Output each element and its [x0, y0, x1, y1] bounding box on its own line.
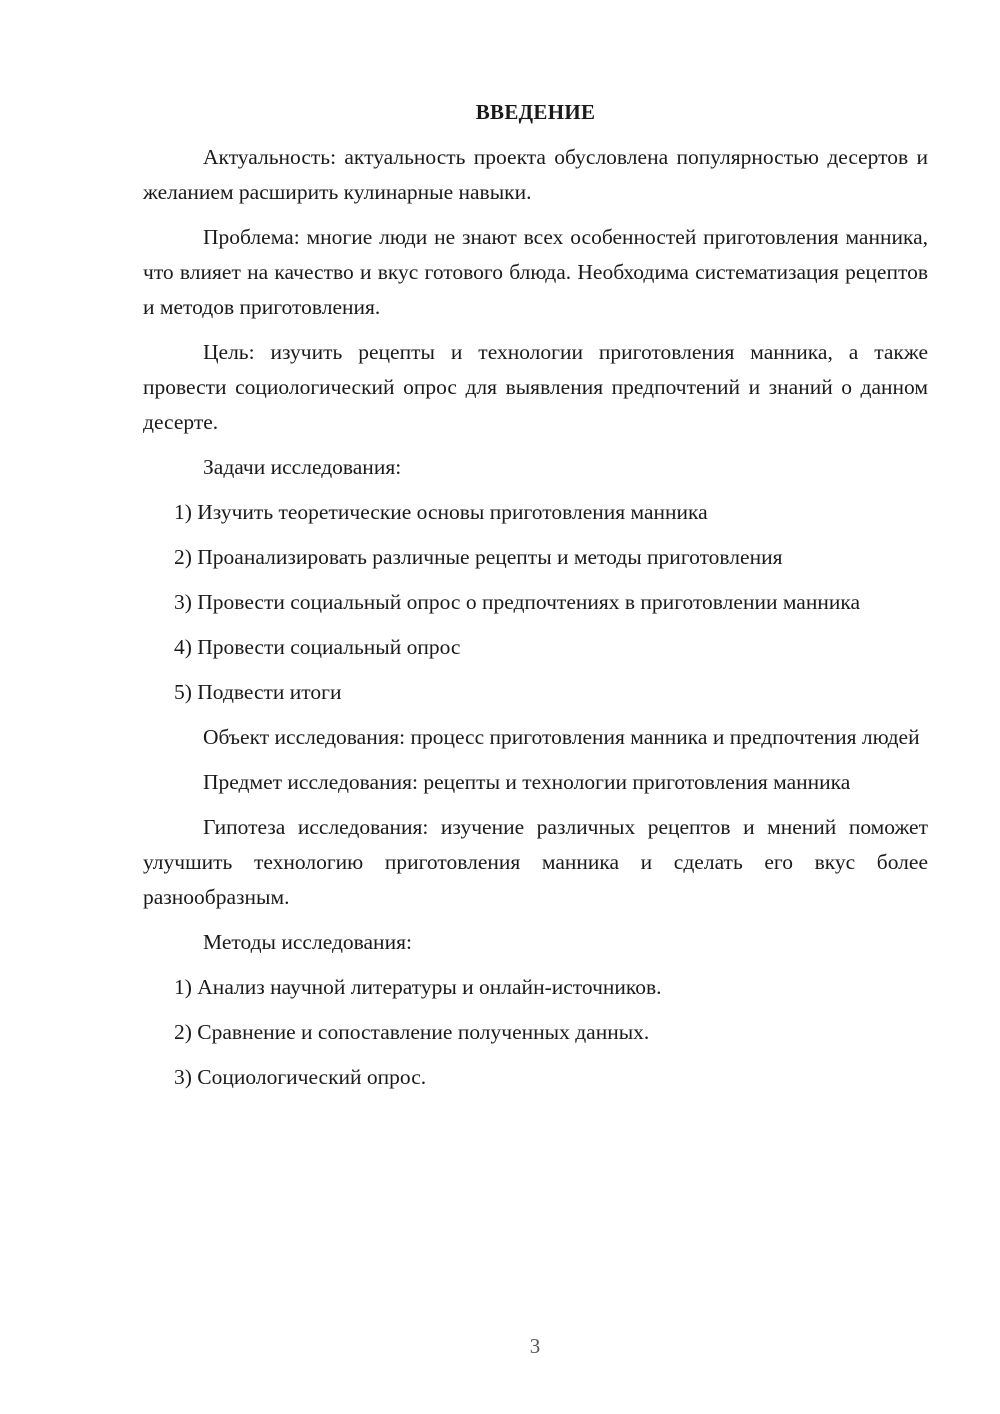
tasks-heading: Задачи исследования: — [203, 455, 402, 479]
methods-heading: Методы исследования: — [203, 930, 412, 954]
method-item-2: 2) Сравнение и сопоставление полученных данных. — [174, 1020, 650, 1044]
task-item-2: 2) Проанализировать различные рецепты и методы приготовления — [174, 545, 783, 569]
method-item-1: 1) Анализ научной литературы и онлайн-источников. — [174, 975, 662, 999]
goal-paragraph: Цель: изучить рецепты и технологии приготовления манника, а также провести социологический опрос для выявления предпочтений и знаний о данном десерте. — [143, 340, 928, 434]
subject-paragraph: Предмет исследования: рецепты и технологии приготовления манника — [203, 770, 851, 794]
page-number: 3 — [529, 1334, 541, 1358]
relevance-paragraph: Актуальность: актуальность проекта обусловлена популярностью десертов и желанием расширить кулинарные навыки. — [143, 145, 928, 204]
section-title: ВВЕДЕНИЕ — [475, 100, 596, 124]
hypothesis-paragraph: Гипотеза исследования: изучение различных рецептов и мнений поможет улучшить технологию приготовления манника и сделать его вкус более разнообразным. — [143, 815, 928, 909]
problem-paragraph: Проблема: многие люди не знают всех особенностей приготовления манника, что влияет на качество и вкус готового блюда. Необходима систематизация рецептов и методов приготовления. — [143, 225, 928, 319]
task-item-1: 1) Изучить теоретические основы приготовления манника — [174, 500, 708, 524]
task-item-5: 5) Подвести итоги — [174, 680, 342, 704]
document-body — [143, 95, 928, 1105]
method-item-3: 3) Социологический опрос. — [174, 1065, 427, 1089]
task-item-4: 4) Провести социальный опрос — [174, 635, 461, 659]
task-item-3: 3) Провести социальный опрос о предпочтениях в приготовлении манника — [174, 590, 861, 614]
object-paragraph: Объект исследования: процесс приготовления манника и предпочтения людей — [203, 725, 920, 749]
